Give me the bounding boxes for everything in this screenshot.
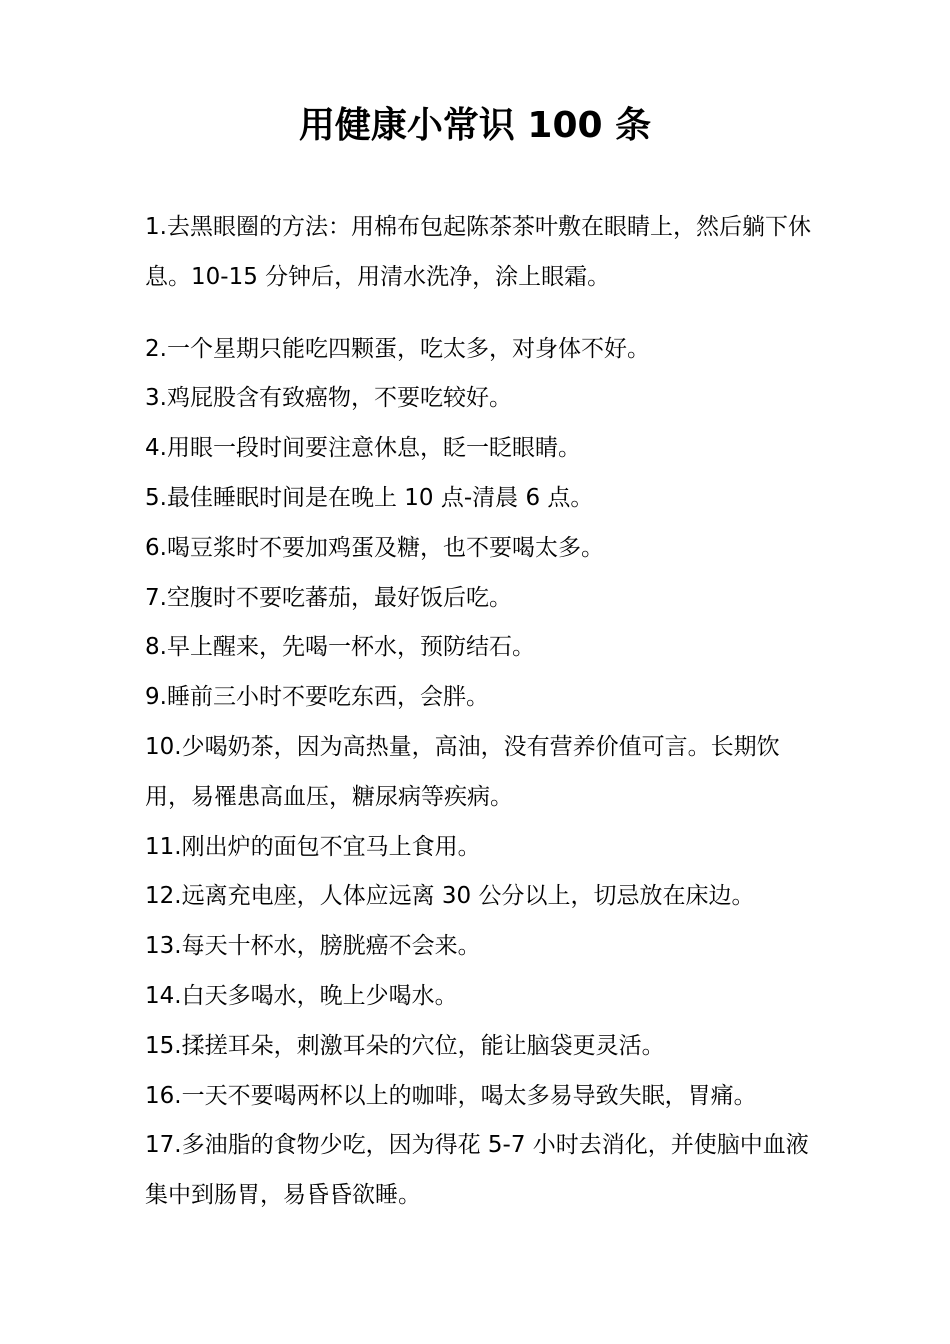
tips-list — [145, 203, 820, 1221]
list-item: 10.少喝奶茶，因为高热量，高油，没有营养价值可言。长期饮用，易罹患高血压，糖尿病等疾病。 — [145, 733, 780, 810]
list-item: 3.鸡屁股含有致癌物，不要吃较好。 — [145, 385, 512, 412]
list-item: 4.用眼一段时间要注意休息，眨一眨眼睛。 — [145, 435, 581, 462]
list-item: 7.空腹时不要吃蕃茄，最好饭后吃。 — [145, 584, 512, 611]
list-item: 12.远离充电座，人体应远离 30 公分以上，切忌放在床边。 — [145, 883, 755, 910]
list-item: 11.刚出炉的面包不宜马上食用。 — [145, 833, 481, 860]
list-item: 15.揉搓耳朵，刺激耳朵的穴位，能让脑袋更灵活。 — [145, 1032, 665, 1059]
page-title: 用健康小常识 100 条 — [298, 105, 652, 146]
list-item: 2.一个星期只能吃四颗蛋，吃太多，对身体不好。 — [145, 335, 650, 362]
list-item: 9.睡前三小时不要吃东西，会胖。 — [145, 684, 489, 711]
list-item: 8.早上醒来，先喝一杯水，预防结石。 — [145, 634, 535, 661]
list-item: 5.最佳睡眠时间是在晚上 10 点-清晨 6 点。 — [145, 484, 594, 511]
list-item: 1.去黑眼圈的方法：用棉布包起陈茶茶叶敷在眼睛上，然后躺下休息。10-15 分钟后，用清水洗净，涂上眼霜。 — [145, 214, 811, 290]
list-item: 6.喝豆浆时不要加鸡蛋及糖，也不要喝太多。 — [145, 534, 604, 561]
list-item: 14.白天多喝水，晚上少喝水。 — [145, 982, 458, 1009]
list-item: 16.一天不要喝两杯以上的咖啡，喝太多易导致失眠，胃痛。 — [145, 1082, 757, 1109]
list-item: 17.多油脂的食物少吃，因为得花 5-7 小时去消化，并使脑中血液集中到肠胃，易昏昏欲睡。 — [145, 1132, 809, 1209]
list-item: 13.每天十杯水，膀胱癌不会来。 — [145, 933, 481, 960]
